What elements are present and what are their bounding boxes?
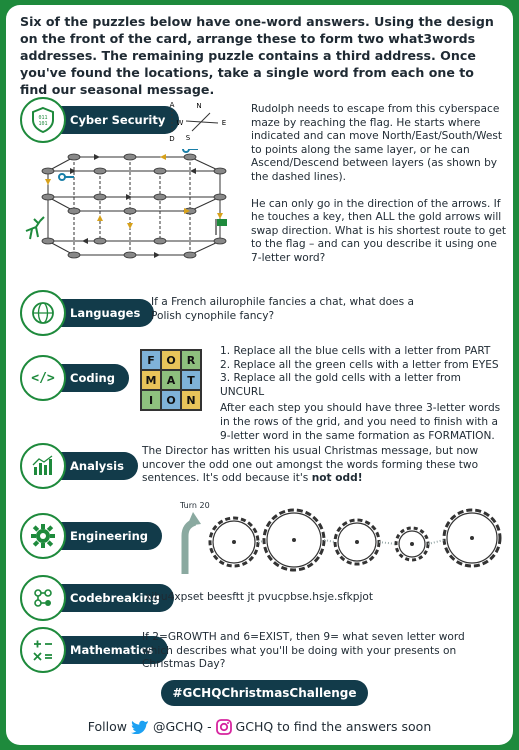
grid-cell: R: [181, 350, 201, 370]
shield-icon: [20, 97, 66, 143]
cyber-security-section: [6, 97, 513, 277]
compass-ascend: A: [169, 101, 175, 109]
flag-icon: [216, 219, 227, 235]
analysis-title: Analysis: [44, 452, 138, 480]
codebreaking-section: [6, 575, 513, 621]
analysis-text: The Director has written his usual Christmas message, but now uncover the odd one out amongst the words forming these two sentences. It's odd because it's not odd!: [142, 445, 479, 485]
challenge-card: [6, 5, 513, 745]
footer: [6, 718, 513, 735]
code-brackets-icon: </>: [20, 355, 66, 401]
twitter-handle[interactable]: @GCHQ -: [152, 719, 212, 734]
grid-cell: O: [161, 350, 181, 370]
coding-after-text: After each step you should have three 3-letter words in the rows of the grid, and you need to finish with a 9-letter word in the same formation as FORMATION.: [220, 402, 501, 442]
engineering-title: Engineering: [44, 522, 162, 550]
bar-chart-icon: [20, 443, 66, 489]
turn-arrow-icon: [171, 510, 201, 576]
instagram-text[interactable]: GCHQ to find the answers soon: [235, 719, 432, 734]
globe-icon: [20, 290, 66, 336]
turn-label: Turn 20: [180, 501, 210, 510]
languages-title: Languages: [44, 299, 154, 327]
mathematics-title: Mathematics: [44, 636, 168, 664]
follow-label: Follow: [87, 719, 127, 734]
mathematics-section: [6, 625, 513, 677]
cyber-security-text-1: Rudolph needs to escape from this cyberspace maze by reaching the flag. He starts where indicated and can move North/East/South/West to points along the same layer, or he can Ascend/Descend between layers (as shown by the dashed lines).: [251, 103, 503, 183]
reindeer-icon: [26, 217, 44, 239]
grid-cell: I: [141, 390, 161, 410]
svg-text:011: 011: [38, 115, 48, 121]
cyber-maze-diagram: [20, 149, 232, 269]
grid-cell: F: [141, 350, 161, 370]
compass-north: N: [196, 102, 202, 110]
grid-cell: T: [181, 370, 201, 390]
coding-step-2: 2. Replace all the green cells with a letter from EYES: [220, 358, 499, 371]
coding-section: [6, 341, 513, 442]
coding-title: Coding: [44, 364, 129, 392]
intro-text: Six of the puzzles below have one-word answers. Using the design on the front of the card, arrange these to form two what3words addresses. The remaining puzzle contains a third address. Once you've found the locations, take a single word from each one to find our seasonal message.: [20, 14, 494, 97]
gear-train-diagram: [202, 504, 510, 576]
compass-east: E: [221, 119, 227, 127]
engineering-section: [6, 500, 513, 580]
compass-diagram: [166, 99, 236, 143]
compass-descend: D: [169, 135, 175, 143]
compass-south: S: [185, 134, 191, 142]
grid-cell: O: [161, 390, 181, 410]
gear-icon: [20, 513, 66, 559]
grid-cell: N: [181, 390, 201, 410]
circuit-icon: [20, 575, 66, 621]
languages-section: [6, 288, 513, 338]
codebreaking-title: Codebreaking: [44, 584, 174, 612]
compass-west: W: [176, 119, 184, 127]
hashtag-badge[interactable]: #GCHQChristmasChallenge: [161, 680, 368, 706]
svg-text:101: 101: [38, 121, 48, 127]
cyber-security-text-2: He can only go in the direction of the arrows. If he touches a key, then ALL the gold arrows will swap direction. What is his shortest route to get to the flag – and can you describe it using one 7-letter word?: [251, 197, 507, 264]
codebreaking-cipher: xibu4xpset beesftt jt pvucpbse.hsje.sfkpjot: [145, 591, 374, 603]
math-symbols-icon: [20, 627, 66, 673]
analysis-bold-text: not odd!: [311, 472, 363, 485]
analysis-section: [6, 439, 513, 495]
languages-text: If a French ailurophile fancies a chat, what does a Polish cynophile fancy?: [151, 296, 414, 322]
instagram-icon[interactable]: [216, 719, 232, 735]
coding-step-1: 1. Replace all the blue cells with a letter from PART: [220, 345, 491, 357]
key-icon: [183, 149, 198, 152]
grid-cell: M: [141, 370, 161, 390]
mathematics-text: If 2=GROWTH and 6=EXIST, then 9= what seven letter word which describes what you'll be doing with your presents on Christmas Day?: [142, 631, 465, 671]
formation-grid: [140, 349, 202, 411]
twitter-bird-icon[interactable]: [131, 719, 149, 734]
coding-step-3: 3. Replace all the gold cells with a letter from UNCURL: [220, 372, 461, 398]
cyber-security-title: Cyber Security: [44, 106, 179, 134]
key-icon: [59, 174, 74, 180]
grid-cell: A: [161, 370, 181, 390]
